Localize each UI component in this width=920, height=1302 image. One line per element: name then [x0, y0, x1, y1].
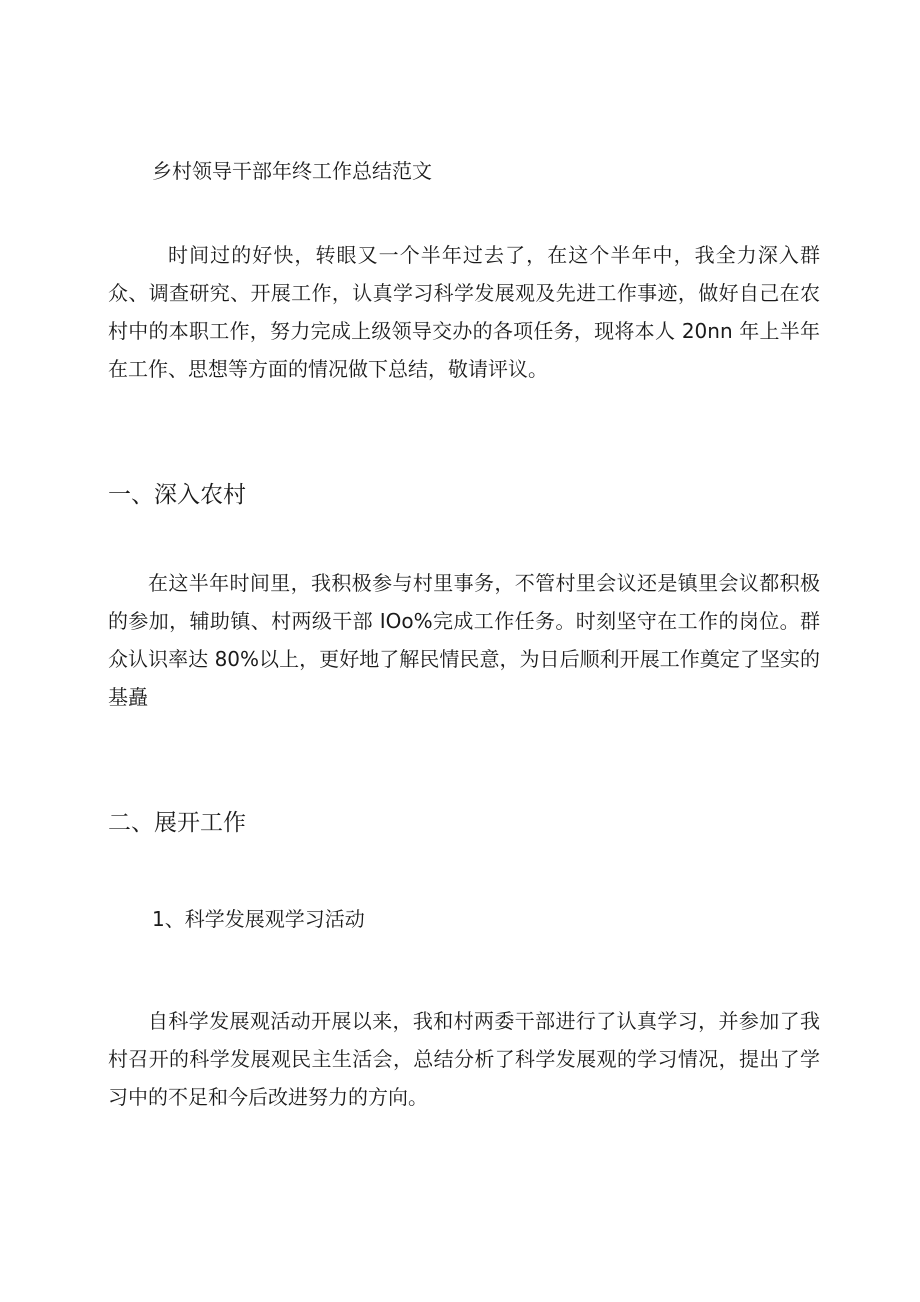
- section-2-heading: 二、展开工作: [108, 810, 246, 836]
- section-1-heading: 一、深入农村: [108, 482, 246, 508]
- section-2-subheading: 1、科学发展观学习活动: [152, 907, 365, 931]
- document-title: 乡村领导干部年终工作总结范文: [152, 159, 432, 183]
- section-1-paragraph: 在这半年时间里，我积极参与村里事务，不管村里会议还是镇里会议都积极的参加，辅助镇、村两级干部 IOo%完成工作任务。时刻坚守在工作的岗位。群众认识率达 80%以上，更好地了解民情民意，为日后顺利开展工作奠定了坚实的基矗: [108, 571, 820, 709]
- section-2-paragraph: 自科学发展观活动开展以来，我和村两委干部进行了认真学习，并参加了我村召开的科学发展观民主生活会，总结分析了科学发展观的学习情况，提出了学习中的不足和今后改进努力的方向。: [108, 1009, 820, 1109]
- intro-paragraph: 时间过的好快，转眼又一个半年过去了，在这个半年中，我全力深入群众、调查研究、开展工作，认真学习科学发展观及先进工作事迹，做好自己在农村中的本职工作，努力完成上级领导交办的各项任务，现将本人 20nn 年上半年在工作、思想等方面的情况做下总结，敬请评议。: [108, 243, 820, 381]
